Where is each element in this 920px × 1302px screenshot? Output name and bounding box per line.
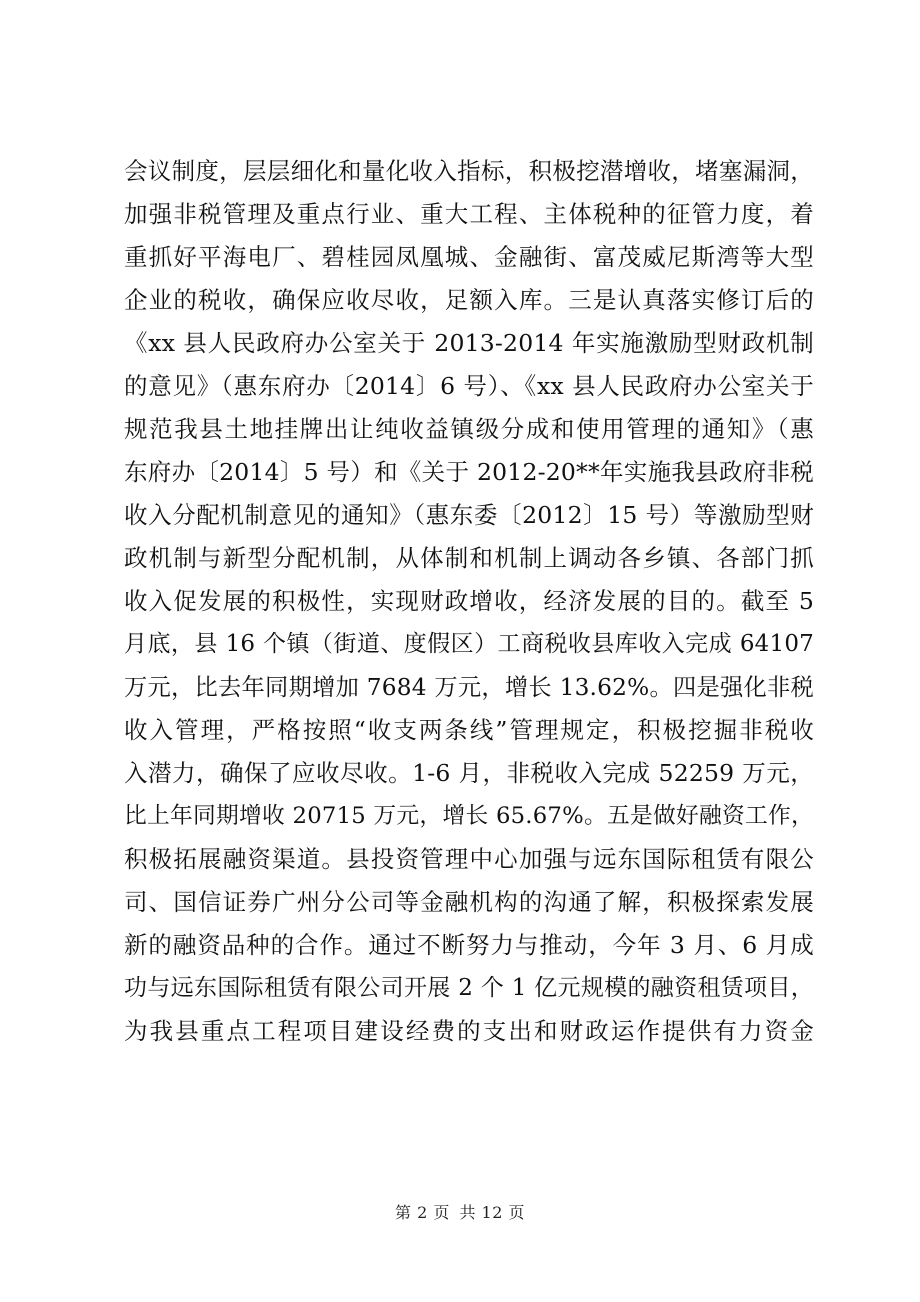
text-line-11: 收入促发展的积极性，实现财政增收，经济发展的目的。截至 5	[124, 587, 814, 615]
text-line-6: 的意见》（惠东府办〔2014〕6 号）、《xx 县人民政府办公室关于	[124, 372, 814, 400]
text-line-10: 政机制与新型分配机制，从体制和机制上调动各乡镇、各部门抓	[124, 544, 814, 572]
text-line-12: 月底，县 16 个镇（街道、度假区）工商税收县库收入完成 64107	[124, 631, 814, 657]
text-line-4: 企业的税收，确保应收尽收，足额入库。三是认真落实修订后的	[124, 286, 814, 314]
total-pages: 共 12 页	[459, 1203, 525, 1222]
text-line-19: 新的融资品种的合作。通过不断努力与推动，今年 3 月、6 月成	[124, 931, 814, 959]
text-line-20: 功与远东国际租赁有限公司开展 2 个 1 亿元规模的融资租赁项目，	[124, 975, 814, 1001]
text-line-5: 《xx 县人民政府办公室关于 2013-2014 年实施激励型财政机制	[124, 329, 814, 357]
text-line-18: 司、国信证券广州分公司等金融机构的沟通了解，积极探索发展	[124, 888, 814, 916]
text-line-1: 会议制度，层层细化和量化收入指标，积极挖潜增收，堵塞漏洞，	[124, 157, 814, 185]
text-line-21: 为我县重点工程项目建设经费的支出和财政运作提供有力资金	[124, 1017, 814, 1045]
body-text	[124, 150, 814, 1053]
text-line-14: 收入管理，严格按照“收支两条线”管理规定，积极挖掘非税收	[124, 716, 814, 744]
text-line-9: 收入分配机制意见的通知》（惠东委〔2012〕15 号）等激励型财	[124, 501, 814, 529]
text-line-7: 规范我县土地挂牌出让纯收益镇级分成和使用管理的通知》（惠	[124, 415, 814, 443]
text-line-3: 重抓好平海电厂、碧桂园凤凰城、金融街、富茂威尼斯湾等大型	[124, 243, 814, 271]
text-line-17: 积极拓展融资渠道。县投资管理中心加强与远东国际租赁有限公	[124, 845, 814, 873]
text-line-2: 加强非税管理及重点行业、重大工程、主体税种的征管力度，着	[124, 200, 814, 228]
text-line-16: 比上年同期增收 20715 万元，增长 65.67%。五是做好融资工作，	[124, 803, 814, 829]
page-footer	[0, 1200, 920, 1223]
text-line-13: 万元，比去年同期增加 7684 万元，增长 13.62%。四是强化非税	[124, 674, 814, 701]
text-line-15: 入潜力，确保了应收尽收。1-6 月，非税收入完成 52259 万元，	[124, 759, 814, 787]
text-line-8: 东府办〔2014〕5 号）和《关于 2012-20**年实施我县政府非税	[124, 458, 814, 486]
page-number: 第 2 页	[395, 1203, 450, 1222]
